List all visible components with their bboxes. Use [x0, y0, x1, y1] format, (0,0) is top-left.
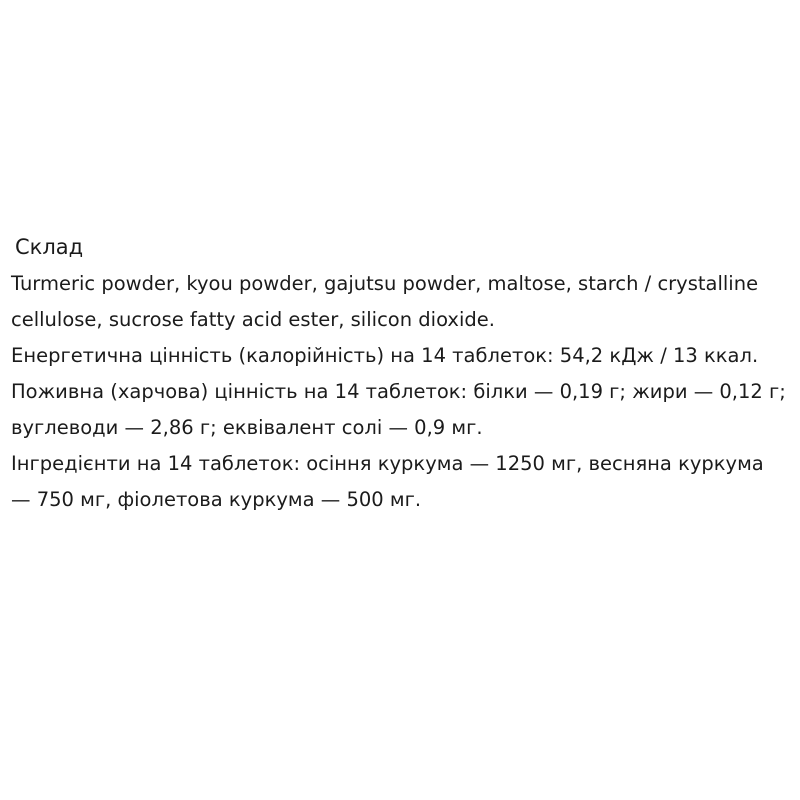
composition-body — [10, 266, 786, 518]
ingredients-paragraph: Turmeric powder, kyou powder, gajutsu powder, maltose, starch / crystalline cellulose, sucrose fatty acid ester, silicon dioxide. — [11, 272, 759, 331]
composition-heading: Склад — [15, 235, 84, 259]
active-ingredients-paragraph: Інгредієнти на 14 таблеток: осіння куркума — 1250 мг, весняна куркума — 750 мг, фіолетова куркума — 500 мг. — [11, 452, 764, 511]
energy-value-paragraph: Енергетична цінність (калорійність) на 14 таблеток: 54,2 кДж / 13 ккал. — [11, 344, 759, 367]
nutrition-value-paragraph: Поживна (харчова) цінність на 14 таблеток: білки — 0,19 г; жири — 0,12 г; вуглеводи — 2,86 г; еквівалент солі — 0,9 мг. — [11, 380, 786, 439]
